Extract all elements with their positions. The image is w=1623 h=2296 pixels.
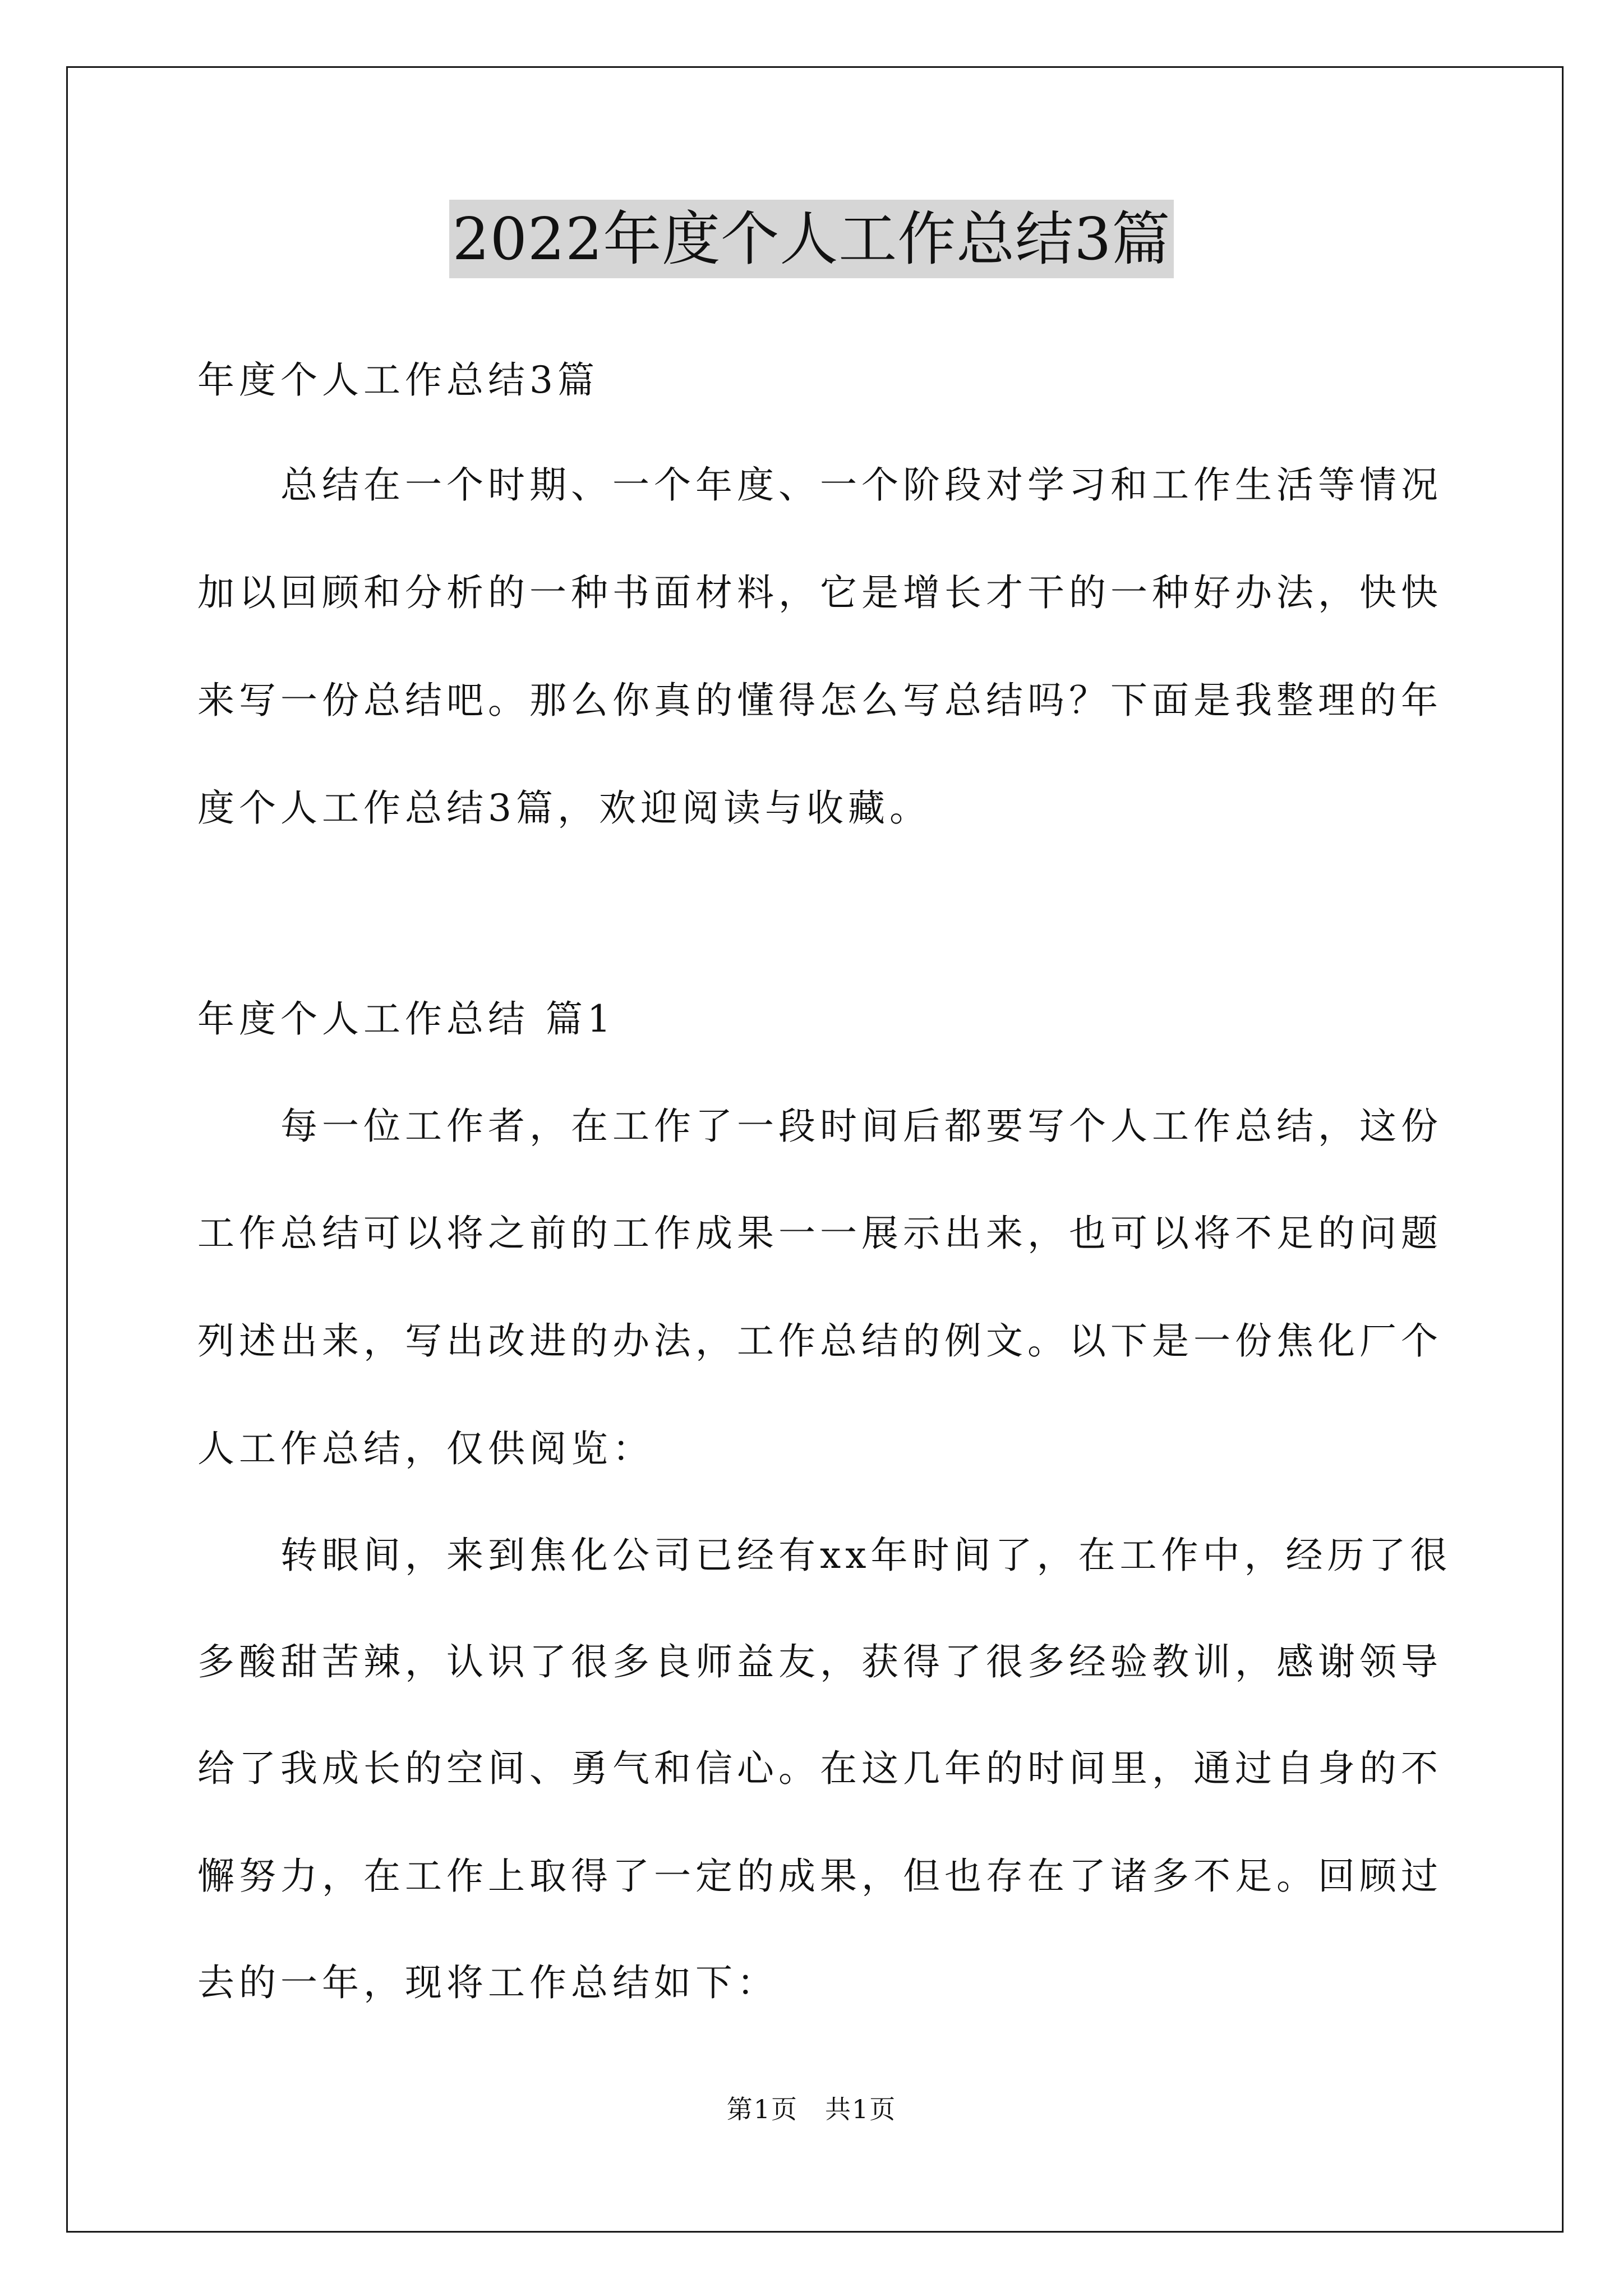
body-line: 每一位工作者，在工作了一段时间后都要写个人工作总结，这份	[197, 1105, 1442, 1148]
body-line: 人工作总结，仅供阅览：	[197, 1427, 654, 1470]
body-line: 给了我成长的空间、勇气和信心。在这几年的时间里，通过自身的不	[197, 1747, 1442, 1790]
body-line: 来写一份总结吧。那么你真的懂得怎么写总结吗？下面是我整理的年	[197, 679, 1442, 722]
section-heading: 年度个人工作总结3篇	[197, 358, 599, 402]
body-line: 总结在一个时期、一个年度、一个阶段对学习和工作生活等情况	[197, 463, 1442, 507]
body-line: 去的一年，现将工作总结如下：	[197, 1961, 778, 2004]
body-line: 懈努力，在工作上取得了一定的成果，但也存在了诸多不足。回顾过	[197, 1855, 1442, 1898]
body-line: 度个人工作总结3篇，欢迎阅读与收藏。	[197, 786, 931, 830]
body-line: 加以回顾和分析的一种书面材料，它是增长才干的一种好办法，快快	[197, 571, 1442, 614]
body-line: 工作总结可以将之前的工作成果一一展示出来，也可以将不足的问题	[197, 1212, 1442, 1255]
page-footer: 第1页 共1页	[726, 2094, 897, 2124]
section-heading: 年度个人工作总结 篇1	[197, 997, 615, 1041]
body-line: 转眼间，来到焦化公司已经有xx年时间了，在工作中，经历了很	[197, 1534, 1452, 1577]
body-line: 列述出来，写出改进的办法，工作总结的例文。以下是一份焦化厂个	[197, 1319, 1442, 1363]
document-title: 2022年度个人工作总结3篇	[449, 200, 1174, 278]
body-line: 多酸甜苦辣，认识了很多良师益友，获得了很多经验教训，感谢领导	[197, 1640, 1442, 1683]
title-container	[0, 200, 1623, 278]
